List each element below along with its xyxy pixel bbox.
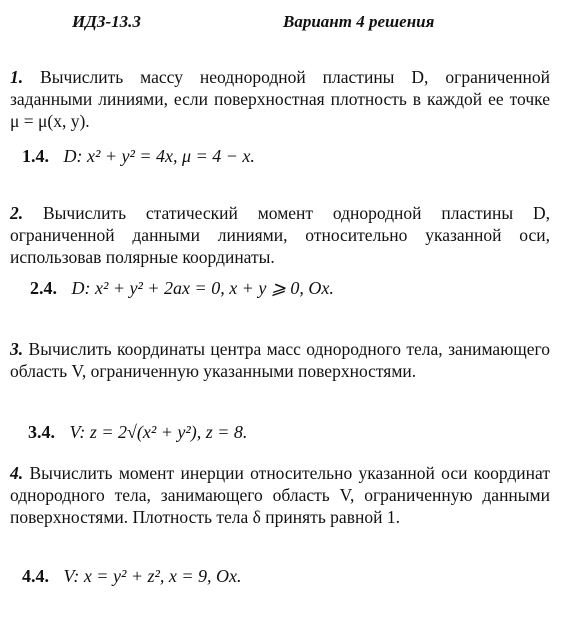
problem-3-answer-math: V: z = 2√(x² + y²), z = 8. [69, 422, 248, 442]
problem-4-text: Вычислить момент инерции относительно указанной оси координат однородного тела, занимающего область V, ограниченную данными поверхностями. Плотность тела δ принять равной 1. [10, 463, 551, 527]
problem-3-answer-label: 3.4. [28, 422, 55, 442]
problem-2-number: 2. [10, 203, 24, 223]
problem-1-text: Вычислить массу неоднородной пластины D, ограниченной заданными линиями, если поверхностная плотность в каждой ее точке μ = μ(x, y). [10, 67, 550, 131]
problem-4-answer-label: 4.4. [22, 566, 49, 586]
variant-title: Вариант 4 решения [283, 12, 435, 31]
problem-1-answer-math: D: x² + y² = 4x, μ = 4 − x. [63, 146, 255, 166]
problem-2-answer-math: D: x² + y² + 2ax = 0, x + y ⩾ 0, Ox. [71, 278, 334, 298]
problem-4-statement [10, 462, 550, 528]
problem-1-number: 1. [10, 67, 24, 87]
problem-4-number: 4. [10, 463, 24, 483]
problem-1-answer-label: 1.4. [22, 146, 49, 166]
assignment-code: ИДЗ-13.3 [72, 12, 141, 31]
problem-4-answer [22, 566, 242, 587]
problem-3-answer [28, 422, 247, 443]
problem-3-statement [10, 338, 550, 382]
problem-2-answer-label: 2.4. [30, 278, 57, 298]
problem-3-number: 3. [10, 339, 24, 359]
problem-2-answer [30, 278, 334, 299]
problem-2-text: Вычислить статический момент однородной пластины D, ограниченной данными линиями, относительно указанной оси, использовав полярные координаты. [10, 203, 550, 267]
problem-1-answer [22, 146, 255, 167]
problem-2-statement [10, 202, 550, 268]
problem-3-text: Вычислить координаты центра масс однородного тела, занимающего область V, ограниченную указанными поверхностями. [10, 339, 551, 381]
problem-4-answer-math: V: x = y² + z², x = 9, Ox. [63, 566, 242, 586]
problem-1-statement [10, 66, 550, 132]
